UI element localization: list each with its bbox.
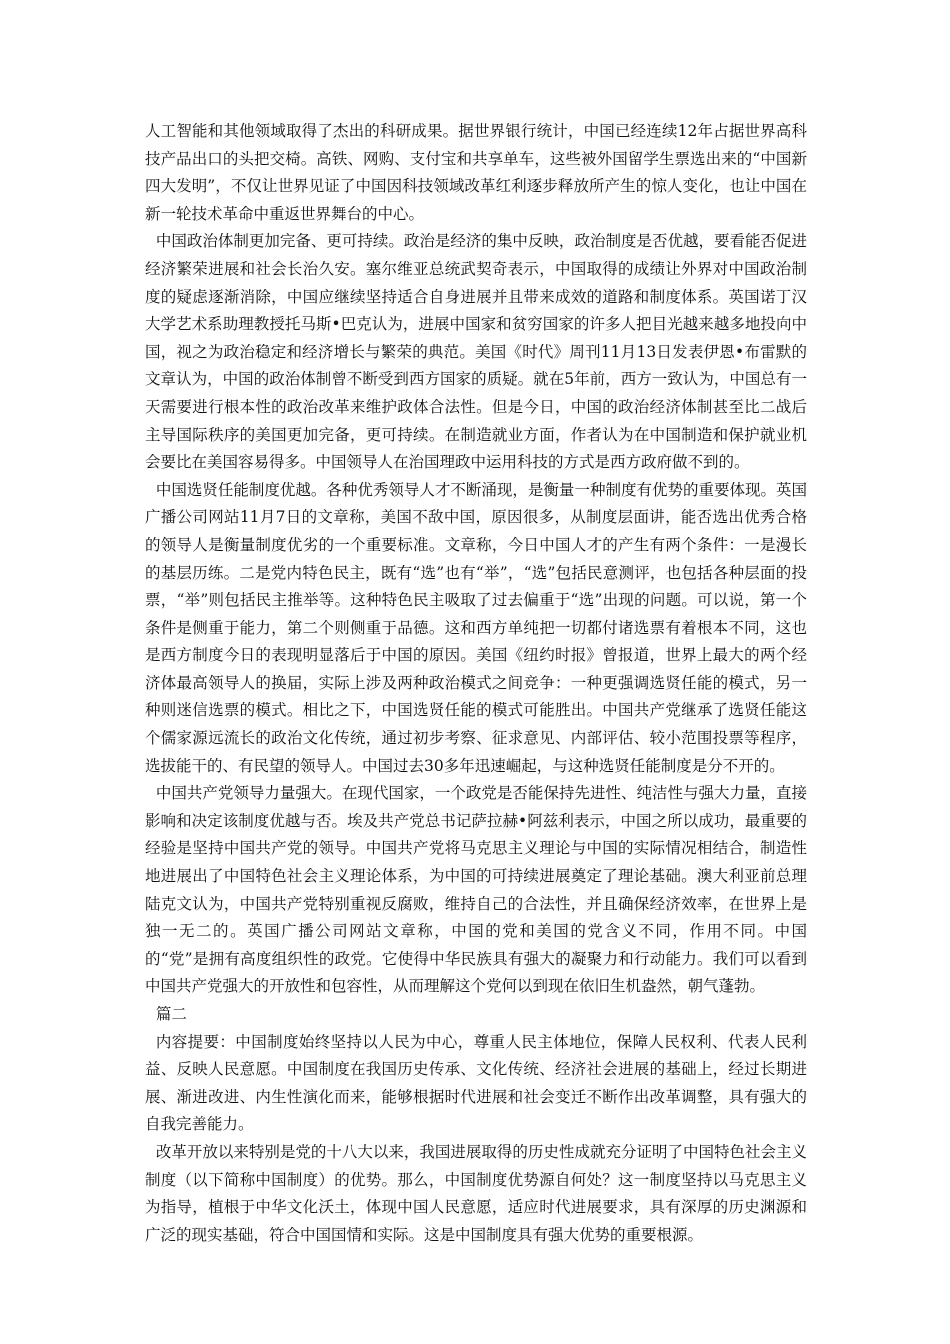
paragraph-2: 中国政治体制更加完备、更可持续。政治是经济的集中反映，政治制度是否优越，要看能否促进经济繁荣进展和社会长治久安。塞尔维亚总统武契奇表示，中国取得的成绩让外界对中国政治制度的疑虑逐渐消除，中国应继续坚持适合自身进展并且带来成效的道路和制度体系。英国诺丁汉大学艺术系助理教授托马斯•巴克认为，进展中国家和贫穷国家的许多人把目光越来越多地投向中国，视之为政治稳定和经济增长与繁荣的典范。美国《时代》周刊11月13日发表伊恩•布雷默的文章认为，中国的政治体制曾不断受到西方国家的质疑。就在5年前，西方一致认为，中国总有一天需要进行根本性的政治改革来维护政体合法性。但是今日，中国的政治经济体制甚至比二战后主导国际秩序的美国更加完备，更可持续。在制造就业方面，作者认为在中国制造和保护就业机会要比在美国容易得多。中国领导人在治国理政中运用科技的方式是西方政府做不到的。 [145,232,807,472]
document-body [145,118,807,1249]
paragraph-abstract: 内容提要：中国制度始终坚持以人民为中心，尊重人民主体地位，保障人民权利、代表人民利益、反映人民意愿。中国制度在我国历史传承、文化传统、经济社会进展的基础上，经过长期进展、渐进改进、内生性演化而来，能够根据时代进展和社会变迁不断作出改革调整，具有强大的自我完善能力。 [145,1032,807,1134]
paragraph-4: 中国共产党领导力量强大。在现代国家，一个政党是否能保持先进性、纯洁性与强大力量，直接影响和决定该制度优越与否。埃及共产党总书记萨拉赫•阿兹利表示，中国之所以成功，最重要的经验是坚持中国共产党的领导。中国共产党将马克思主义理论与中国的实际情况相结合，制造性地进展出了中国特色社会主义理论体系，为中国的可持续进展奠定了理论基础。澳大利亚前总理陆克文认为，中国共产党特别重视反腐败，维持自己的合法性，并且确保经济效率，在世界上是独一无二的。英国广播公司网站文章称，中国的党和美国的党含义不同，作用不同。中国的“党”是拥有高度组织性的政党。它使得中华民族具有强大的凝聚力和行动能力。我们可以看到中国共产党强大的开放性和包容性，从而理解这个党何以到现在依旧生机盎然，朝气蓬勃。 [145,784,807,996]
section-heading: 篇二 [155,1005,187,1023]
paragraph-3: 中国选贤任能制度优越。各种优秀领导人才不断涌现，是衡量一种制度有优势的重要体现。英国广播公司网站11月7日的文章称，美国不敌中国，原因很多，从制度层面讲，能否选出优秀合格的领导人是衡量制度优劣的一个重要标准。文章称，今日中国人才的产生有两个条件：一是漫长的基层历练。二是党内特色民主，既有“选”也有“举”，“选”包括民意测评，也包括各种层面的投票，“举”则包括民主推举等。这种特色民主吸取了过去偏重于“选”出现的问题。可以说，第一个条件是侧重于能力，第二个则侧重于品德。这和西方单纯把一切都付诸选票有着根本不同，这也是西方制度今日的表现明显落后于中国的原因。美国《纽约时报》曾报道，世界上最大的两个经济体最高领导人的换届，实际上涉及两种政治模式之间竞争：一种更强调选贤任能的模式，另一种则迷信选票的模式。相比之下，中国选贤任能的模式可能胜出。中国共产党继承了选贤任能这个儒家源远流长的政治文化传统，通过初步考察、征求意见、内部评估、较小范围投票等程序，选拔能干的、有民望的领导人。中国过去30多年迅速崛起，与这种选贤任能制度是分不开的。 [145,480,807,775]
paragraph-6: 改革开放以来特别是党的十八大以来，我国进展取得的历史性成就充分证明了中国特色社会主义制度（以下简称中国制度）的优势。那么，中国制度优势源自何处？这一制度坚持以马克思主义为指导，植根于中华文化沃土，体现中国人民意愿，适应时代进展要求，具有深厚的历史渊源和广泛的现实基础，符合中国国情和实际。这是中国制度具有强大优势的重要根源。 [145,1142,807,1244]
paragraph-1: 人工智能和其他领域取得了杰出的科研成果。据世界银行统计，中国已经连续12年占据世界高科技产品出口的头把交椅。高铁、网购、支付宝和共享单车，这些被外国留学生票选出来的“中国新四大发明”，不仅让世界见证了中国因科技领域改革红利逐步释放所产生的惊人变化，也让中国在新一轮技术革命中重返世界舞台的中心。 [145,122,807,223]
